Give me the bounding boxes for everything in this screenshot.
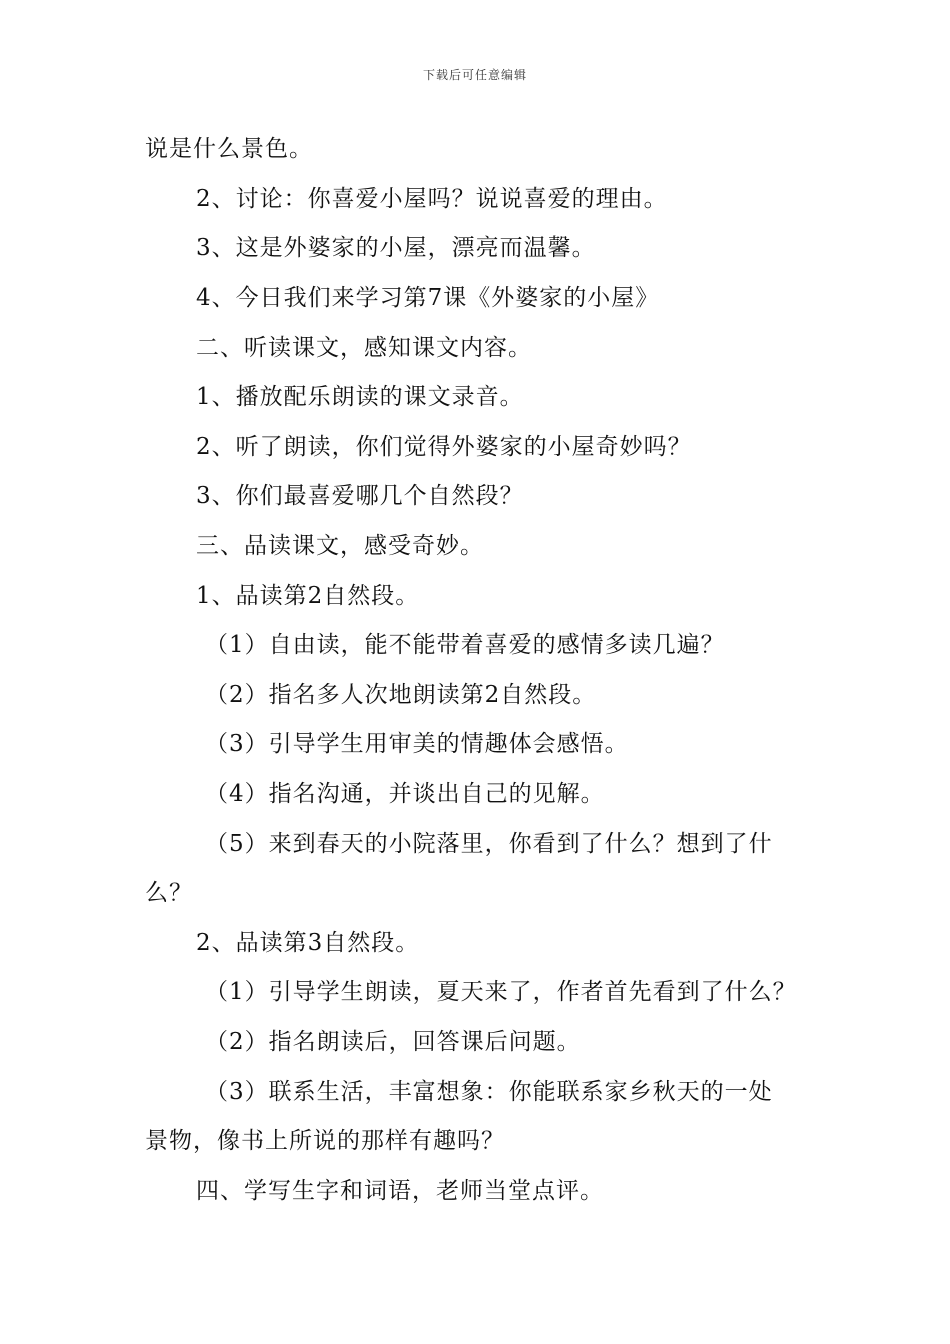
text-line: 说是什么景色。 xyxy=(145,136,313,162)
page-header: 下载后可任意编辑 xyxy=(422,68,527,82)
text-line: （4）指名沟通，并谈出自己的见解。 xyxy=(205,781,605,807)
text-line: 3、这是外婆家的小屋，漂亮而温馨。 xyxy=(196,235,596,261)
text-line: 2、听了朗读，你们觉得外婆家的小屋奇妙吗？ xyxy=(196,434,692,460)
section-heading: 三、品读课文，感受奇妙。 xyxy=(196,533,484,559)
text-line: （3）联系生活，丰富想象：你能联系家乡秋天的一处 xyxy=(205,1079,773,1105)
text-line: （3）引导学生用审美的情趣体会感悟。 xyxy=(205,731,629,757)
text-line: 2、品读第3自然段。 xyxy=(196,930,420,956)
text-line: （2）指名朗读后，回答课后问题。 xyxy=(205,1029,581,1055)
text-line: 么？ xyxy=(145,880,193,906)
text-line: （2）指名多人次地朗读第2自然段。 xyxy=(205,682,597,708)
text-line: 4、今日我们来学习第7课《外婆家的小屋》 xyxy=(196,285,660,311)
text-line: 1、品读第2自然段。 xyxy=(196,583,420,609)
text-line: （5）来到春天的小院落里，你看到了什么？想到了什 xyxy=(205,831,773,857)
section-heading: 四、学写生字和词语，老师当堂点评。 xyxy=(196,1178,604,1204)
text-line: 2、讨论：你喜爱小屋吗？说说喜爱的理由。 xyxy=(196,186,668,212)
text-line: （1）自由读，能不能带着喜爱的感情多读几遍？ xyxy=(205,632,725,658)
section-heading: 二、听读课文，感知课文内容。 xyxy=(196,335,532,361)
text-line: （1）引导学生朗读，夏天来了，作者首先看到了什么？ xyxy=(205,979,797,1005)
text-line: 1、播放配乐朗读的课文录音。 xyxy=(196,384,524,410)
text-line: 景物，像书上所说的那样有趣吗？ xyxy=(145,1128,505,1154)
text-line: 3、你们最喜爱哪几个自然段？ xyxy=(196,483,524,509)
